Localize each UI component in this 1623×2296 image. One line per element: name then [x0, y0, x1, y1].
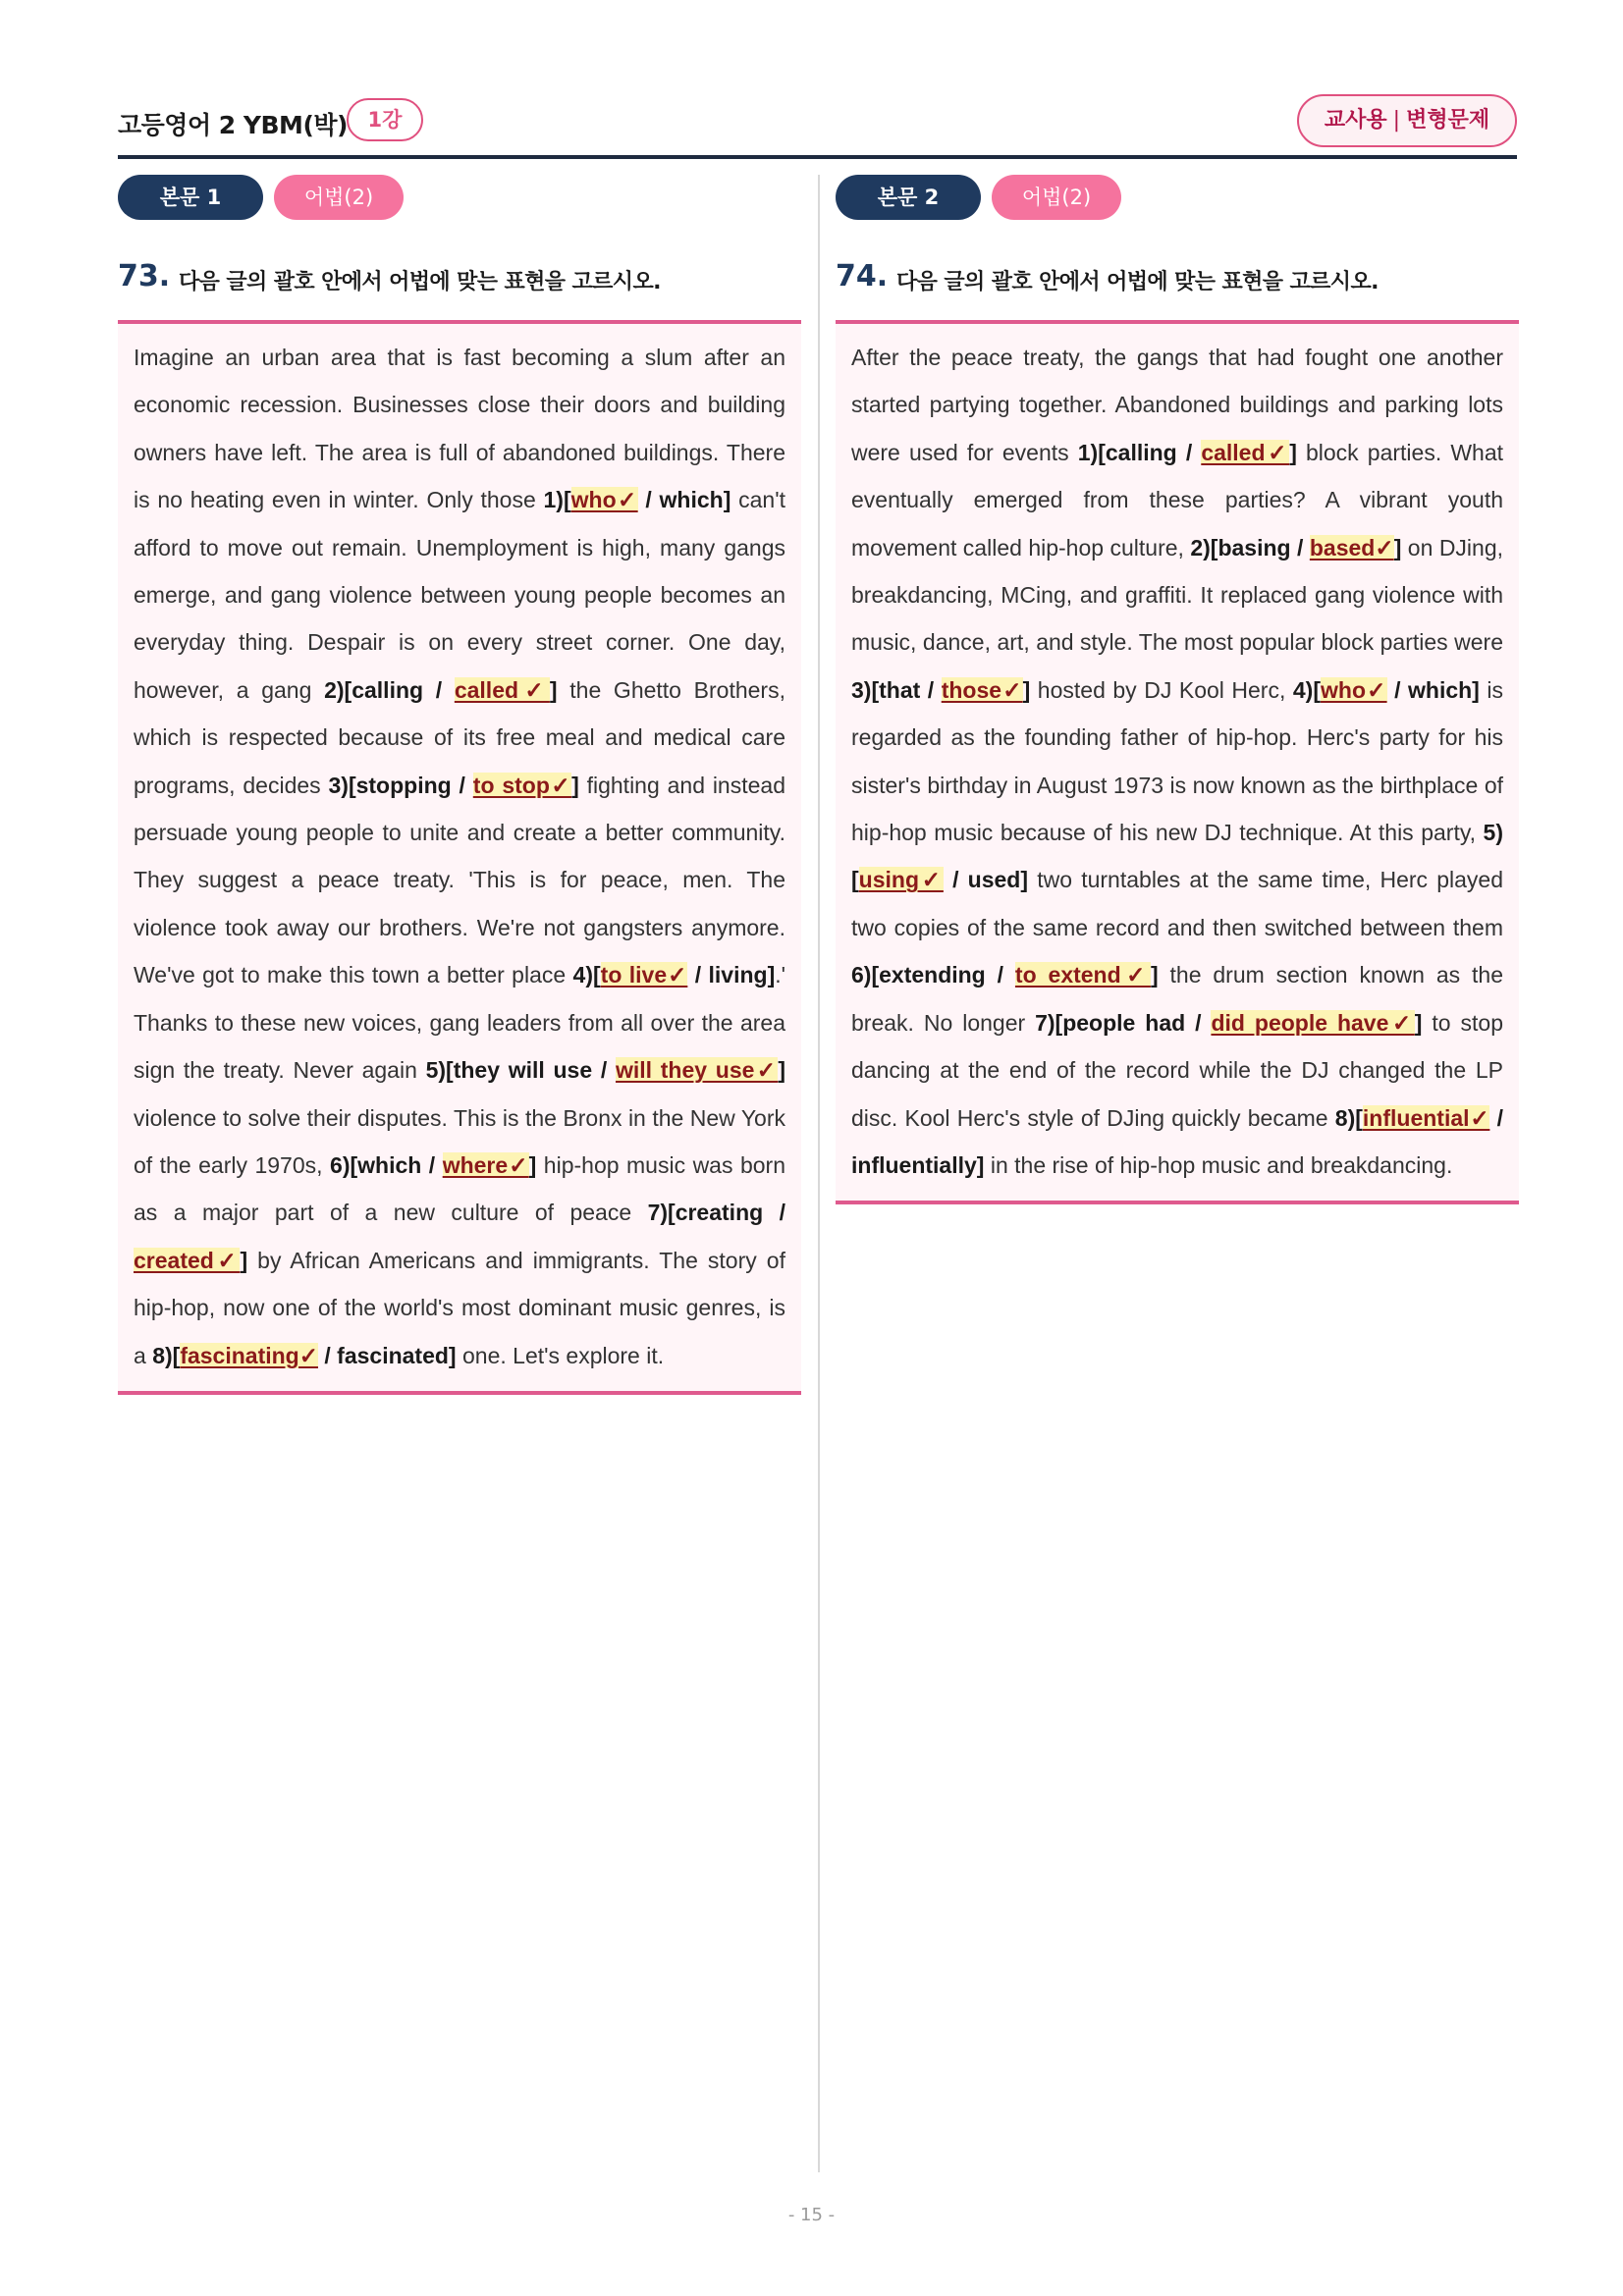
edition-badge — [1297, 94, 1517, 147]
answer-choice: based✓ — [1309, 534, 1394, 561]
choice-bracket: 6)[which / — [330, 1151, 443, 1178]
choice-bracket: ] — [240, 1247, 248, 1273]
answer-choice: using✓ — [858, 867, 944, 893]
answer-choice: where✓ — [442, 1151, 529, 1178]
choice-bracket: / living] — [687, 962, 776, 988]
choice-bracket: 4)[ — [1292, 676, 1322, 703]
choice-bracket: ] — [1150, 962, 1159, 988]
badge-separator: | — [1392, 108, 1401, 133]
choice-bracket: 7)[people had / — [1035, 1009, 1212, 1036]
passage-span: can't afford to move out remain. Unemployment is high, many gangs emerge, and gang violence between young people becomes an everyday thing. Despair is on every street corner. One day, however, a gang — [134, 487, 785, 703]
choice-bracket: 8)[ — [152, 1342, 181, 1368]
passage-span: to stop dancing at the end of the record while the DJ changed the LP disc. Kool Herc's style of DJing quickly became — [851, 1009, 1504, 1131]
answer-choice: will they use✓ — [615, 1057, 779, 1084]
passage-text — [134, 334, 785, 1379]
choice-bracket: / used] — [943, 867, 1029, 893]
header-rule — [118, 155, 1517, 159]
choice-bracket: 1)[ — [543, 487, 571, 513]
column-divider — [818, 175, 820, 2172]
question-number: 73. — [118, 259, 171, 294]
tag-row — [836, 175, 1519, 222]
answer-choice: influential✓ — [1362, 1104, 1490, 1131]
passage-tag: 본문 2 — [836, 175, 981, 220]
choice-bracket: ] — [1289, 439, 1297, 465]
choice-bracket: 3)[stopping / — [328, 772, 473, 798]
question-instruction: 다음 글의 괄호 안에서 어법에 맞는 표현을 고르시오. — [896, 270, 1379, 294]
choice-bracket: ] — [528, 1151, 537, 1178]
choice-bracket: 6)[extending / — [851, 962, 1015, 988]
passage-span: After the peace treaty, the gangs that had fought one another started partying together. Abandoned buildings and parking lots were used for events — [851, 345, 1503, 465]
page-header — [118, 94, 1517, 157]
choice-bracket: ] — [549, 676, 558, 703]
passage-span: the Ghetto Brothers, which is respected because of its free meal and medical care programs, decides — [134, 676, 785, 798]
choice-bracket: 3)[that / — [851, 676, 942, 703]
question-74-column — [836, 175, 1519, 1204]
choice-bracket: 7)[creating / — [647, 1200, 785, 1226]
passage-span: .' Thanks to these new voices, gang leaders from all over the area sign the treaty. Never again — [134, 962, 786, 1084]
passage-span: fighting and instead persuade young people to unite and create a better community. They suggest a peace treaty. 'This is for peace, men. The violence took away our brothers. We're not gangsters anymore. We've got to make this town a better place — [134, 772, 785, 988]
passage-span: one. Let's explore it. — [456, 1342, 665, 1368]
tag-row — [118, 175, 801, 222]
type-tag: 어법(2) — [274, 175, 404, 220]
page-number: - 15 - — [787, 2205, 836, 2225]
type-tag: 어법(2) — [992, 175, 1121, 220]
kind-label: 변형문제 — [1406, 108, 1490, 133]
choice-bracket: / which] — [637, 487, 731, 513]
role-label: 교사용 — [1324, 108, 1387, 133]
choice-bracket: / which] — [1386, 676, 1480, 703]
passage-tag: 본문 1 — [118, 175, 263, 220]
choice-bracket: 1)[calling / — [1077, 439, 1202, 465]
passage-box — [836, 320, 1519, 1204]
choice-bracket: 5)[ — [851, 820, 1503, 893]
passage-span: Imagine an urban area that is fast becoming a slum after an economic recession. Businesses close their doors and building owners have left. The area is full of abandoned buildings. There is no heating even in winter. Only those — [134, 345, 785, 513]
answer-choice: created✓ — [134, 1247, 241, 1273]
passage-span: in the rise of hip-hop music and breakdancing. — [984, 1151, 1453, 1178]
choice-bracket: 5)[they will use / — [425, 1057, 616, 1084]
question-header — [836, 259, 1519, 320]
answer-choice: who✓ — [570, 487, 638, 513]
question-header — [118, 259, 801, 320]
choice-bracket: ] — [1393, 534, 1402, 561]
passage-span: block parties. What eventually emerged from these parties? A vibrant youth movement called hip-hop culture, — [851, 439, 1503, 561]
answer-choice: to extend✓ — [1014, 962, 1151, 988]
choice-bracket: ] — [1414, 1009, 1423, 1036]
passage-span: on DJing, breakdancing, MCing, and graffiti. It replaced gang violence with music, dance, art, and style. The most popular block parties were — [851, 534, 1504, 656]
choice-bracket: / influentially] — [851, 1104, 1503, 1178]
choice-bracket: ] — [778, 1057, 786, 1084]
document-title: 고등영어 2 YBM(박) — [118, 111, 348, 139]
answer-choice: called✓ — [1201, 439, 1290, 465]
passage-span: is regarded as the founding father of hip-hop. Herc's party for his sister's birthday in August 1973 is now known as the birthplace of hip-hop music because of his new DJ technique. At this party, — [851, 676, 1503, 846]
answer-choice: those✓ — [941, 676, 1023, 703]
passage-span: two turntables at the same time, Herc played two copies of the same record and then switched between them — [851, 867, 1503, 940]
choice-bracket: / fascinated] — [318, 1342, 457, 1368]
answer-choice: fascinating✓ — [180, 1342, 318, 1368]
lesson-badge: 1강 — [347, 98, 423, 141]
answer-choice: who✓ — [1321, 676, 1387, 703]
answer-choice: to stop✓ — [472, 772, 572, 798]
question-instruction: 다음 글의 괄호 안에서 어법에 맞는 표현을 고르시오. — [179, 270, 661, 294]
choice-bracket: ] — [571, 772, 579, 798]
passage-span: by African Americans and immigrants. The story of hip-hop, now one of the world's most dominant music genres, is a — [134, 1247, 785, 1368]
answer-choice: did people have✓ — [1211, 1009, 1415, 1036]
answer-choice: to live✓ — [600, 962, 688, 988]
choice-bracket: 8)[ — [1334, 1104, 1363, 1131]
passage-span: hip-hop music was born as a major part of a new culture of peace — [134, 1151, 785, 1226]
question-73-column — [118, 175, 801, 1395]
choice-bracket: ] — [1022, 676, 1031, 703]
question-number: 74. — [836, 259, 889, 294]
passage-box — [118, 320, 801, 1395]
passage-span: hosted by DJ Kool Herc, — [1030, 676, 1293, 703]
choice-bracket: 2)[calling / — [324, 676, 455, 703]
choice-bracket: 2)[basing / — [1190, 534, 1310, 561]
answer-choice: called✓ — [454, 676, 550, 703]
choice-bracket: 4)[ — [572, 962, 601, 988]
passage-text — [851, 334, 1503, 1189]
passage-span: the drum section known as the break. No longer — [851, 962, 1503, 1036]
passage-span: violence to solve their disputes. This is the Bronx in the New York of the early 1970s, — [134, 1104, 785, 1178]
